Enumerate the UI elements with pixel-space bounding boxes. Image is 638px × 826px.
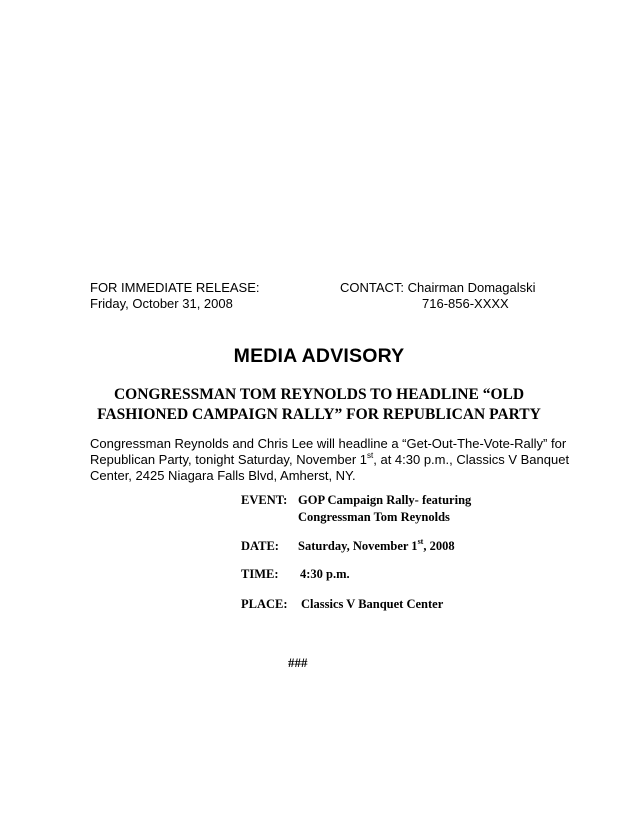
event-label: EVENT: bbox=[241, 493, 288, 507]
contact-line: CONTACT: Chairman Domagalski bbox=[340, 280, 536, 295]
body-line-2-rest: , at 4:30 p.m., Classics V Banquet bbox=[373, 452, 570, 467]
place-label: PLACE: bbox=[241, 597, 288, 611]
headline-line-2: FASHIONED CAMPAIGN RALLY” FOR REPUBLICAN PARTY bbox=[97, 406, 541, 423]
body-line-2 bbox=[90, 452, 569, 468]
body-line-1: Congressman Reynolds and Chris Lee will headline a “Get-Out-The-Vote-Rally” for bbox=[90, 436, 567, 451]
time-label: TIME: bbox=[241, 567, 279, 581]
body-line-2-text: Republican Party, tonight Saturday, November 1 bbox=[90, 452, 367, 467]
time-value: 4:30 p.m. bbox=[300, 567, 350, 581]
headline-line-1: CONGRESSMAN TOM REYNOLDS TO HEADLINE “OLD bbox=[113, 386, 525, 403]
date-label: DATE: bbox=[241, 539, 279, 553]
event-value-line-2: Congressman Tom Reynolds bbox=[298, 510, 450, 524]
date-value-text: Saturday, November 1 bbox=[298, 539, 418, 553]
end-mark: ### bbox=[288, 655, 308, 670]
date-value-year: , 2008 bbox=[423, 539, 455, 553]
release-date: Friday, October 31, 2008 bbox=[90, 296, 233, 311]
body-line-2-ordinal: st bbox=[367, 450, 374, 460]
release-label: FOR IMMEDIATE RELEASE: bbox=[90, 280, 260, 295]
place-value: Classics V Banquet Center bbox=[301, 597, 444, 611]
event-value-line-1: GOP Campaign Rally- featuring bbox=[298, 493, 472, 507]
date-value-ordinal: st bbox=[417, 536, 424, 546]
document-title: MEDIA ADVISORY bbox=[233, 345, 405, 367]
contact-phone: 716-856-XXXX bbox=[422, 296, 509, 311]
date-value bbox=[298, 536, 455, 554]
body-line-3: Center, 2425 Niagara Falls Blvd, Amherst, NY. bbox=[90, 468, 356, 483]
